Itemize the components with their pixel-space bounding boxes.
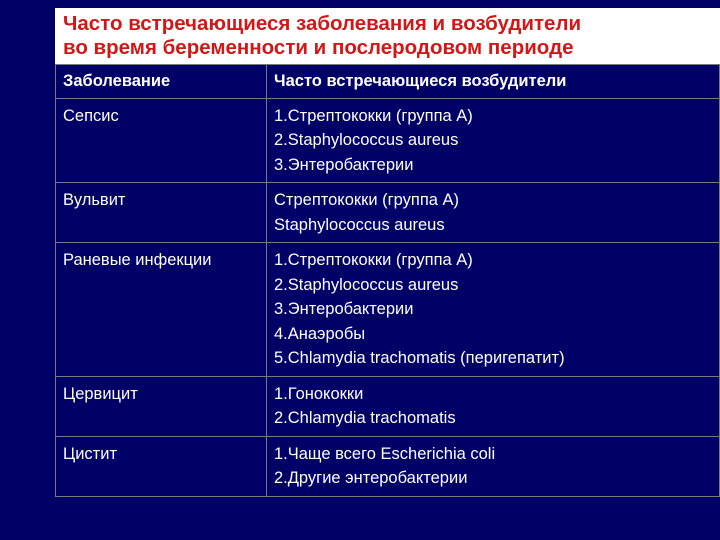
pathogens-cell bbox=[267, 183, 720, 243]
pathogen-item: 1.Стрептококки (группа А) bbox=[274, 106, 473, 125]
table-row bbox=[56, 183, 720, 243]
table-row bbox=[56, 376, 720, 436]
pathogens-cell bbox=[267, 376, 720, 436]
disease-cell: Цервицит bbox=[56, 376, 267, 436]
pathogen-item: Staphylococcus aureus bbox=[274, 215, 445, 234]
disease-cell: Вульвит bbox=[56, 183, 267, 243]
pathogen-item: 3.Энтеробактерии bbox=[274, 300, 414, 318]
slide-title-line-2: во время беременности и послеродовом периоде bbox=[63, 36, 574, 59]
pathogen-item: 2.Другие энтеробактерии bbox=[274, 469, 468, 487]
table-row bbox=[56, 243, 720, 377]
table-header-row bbox=[56, 65, 720, 99]
slide-title-line-1: Часто встречающиеся заболевания и возбудители bbox=[63, 12, 582, 35]
pathogen-item: 3.Энтеробактерии bbox=[274, 155, 414, 174]
header-disease: Заболевание bbox=[56, 65, 267, 99]
table-row bbox=[56, 436, 720, 496]
pathogen-item: 1.Гонококки bbox=[274, 384, 364, 403]
pathogen-item: 2.Staphylococcus aureus bbox=[274, 275, 459, 294]
disease-cell: Раневые инфекции bbox=[56, 243, 267, 377]
pathogen-item: 2.Staphylococcus aureus bbox=[274, 131, 459, 149]
pathogen-item: 1.Чаще всего Escherichia coli bbox=[274, 444, 496, 463]
table-row bbox=[56, 98, 720, 183]
disease-cell: Сепсис bbox=[56, 98, 267, 183]
pathogen-item: 4.Анаэробы bbox=[274, 324, 366, 343]
pathogen-item: Стрептококки (группа А) bbox=[274, 191, 460, 209]
pathogens-cell bbox=[267, 98, 720, 183]
pathogen-item: 1.Стрептококки (группа А) bbox=[274, 251, 473, 269]
header-pathogens: Часто встречающиеся возбудители bbox=[267, 65, 720, 99]
slide-title bbox=[55, 8, 720, 65]
pathogens-cell bbox=[267, 243, 720, 377]
disease-pathogen-table bbox=[55, 64, 720, 497]
pathogens-cell bbox=[267, 436, 720, 496]
disease-cell: Цистит bbox=[56, 436, 267, 496]
pathogen-item: 5.Chlamydia trachomatis (перигепатит) bbox=[274, 349, 565, 367]
pathogen-item: 2.Chlamydia trachomatis bbox=[274, 409, 456, 427]
